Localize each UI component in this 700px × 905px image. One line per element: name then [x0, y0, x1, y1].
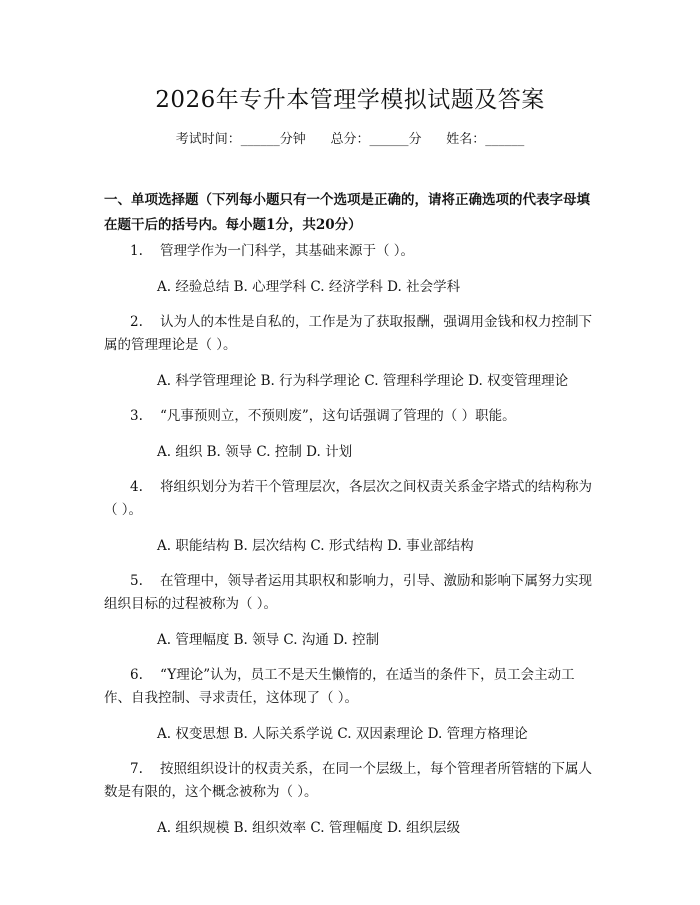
question-text: “Y理论”认为，员工不是天生懒惰的，在适当的条件下，员工会主动工作、自我控制、寻求责任，这体现了（ ）。 [104, 667, 575, 706]
question-1-stem [104, 240, 600, 263]
question-number: 1. [130, 243, 143, 259]
page-title: 2026年专升本管理学模拟试题及答案 [155, 87, 545, 113]
question-7-stem [104, 758, 600, 804]
exam-info-line: 考试时间：______分钟 总分：______分 姓名：______ [175, 132, 525, 147]
question-4-stem [104, 476, 600, 522]
question-3-stem [104, 405, 600, 428]
question-number: 2. [130, 314, 143, 330]
question-text: 认为人的本性是自私的，工作是为了获取报酬，强调用金钱和权力控制下属的管理理论是（ ）。 [104, 314, 592, 353]
question-6-stem [104, 664, 600, 710]
question-number: 4. [130, 479, 143, 495]
question-number: 5. [130, 573, 143, 589]
question-4-options: A. 职能结构 B. 层次结构 C. 形式结构 D. 事业部结构 [157, 538, 474, 554]
question-5-stem [104, 570, 600, 616]
question-2-options: A. 科学管理理论 B. 行为科学理论 C. 管理科学理论 D. 权变管理理论 [157, 373, 569, 389]
question-number: 7. [130, 761, 143, 777]
question-7-options: A. 组织规模 B. 组织效率 C. 管理幅度 D. 组织层级 [157, 820, 461, 836]
question-list [104, 240, 600, 852]
question-text: “凡事预则立，不预则废”，这句话强调了管理的（ ）职能。 [160, 408, 516, 424]
question-5-options: A. 管理幅度 B. 领导 C. 沟通 D. 控制 [157, 632, 380, 648]
question-text: 将组织划分为若干个管理层次，各层次之间权责关系金字塔式的结构称为（ ）。 [104, 479, 592, 518]
question-number: 6. [130, 667, 143, 683]
question-6-options: A. 权变思想 B. 人际关系学说 C. 双因素理论 D. 管理方格理论 [157, 726, 528, 742]
question-3-options: A. 组织 B. 领导 C. 控制 D. 计划 [157, 444, 353, 460]
question-text: 管理学作为一门科学，其基础来源于（ ）。 [160, 243, 415, 259]
question-number: 3. [130, 408, 143, 424]
question-text: 在管理中，领导者运用其职权和影响力，引导、激励和影响下属努力实现组织目标的过程被称为（ ）。 [104, 573, 592, 612]
question-2-stem [104, 311, 600, 357]
question-text: 按照组织设计的权责关系，在同一个层级上，每个管理者所管辖的下属人数是有限的，这个概念被称为（ ）。 [104, 761, 592, 800]
section-heading: 一、单项选择题（下列每小题只有一个选项是正确的，请将正确选项的代表字母填在题干后的括号内。每小题1分，共20分） [104, 192, 590, 233]
question-1-options: A. 经验总结 B. 心理学科 C. 经济学科 D. 社会学科 [157, 279, 461, 295]
